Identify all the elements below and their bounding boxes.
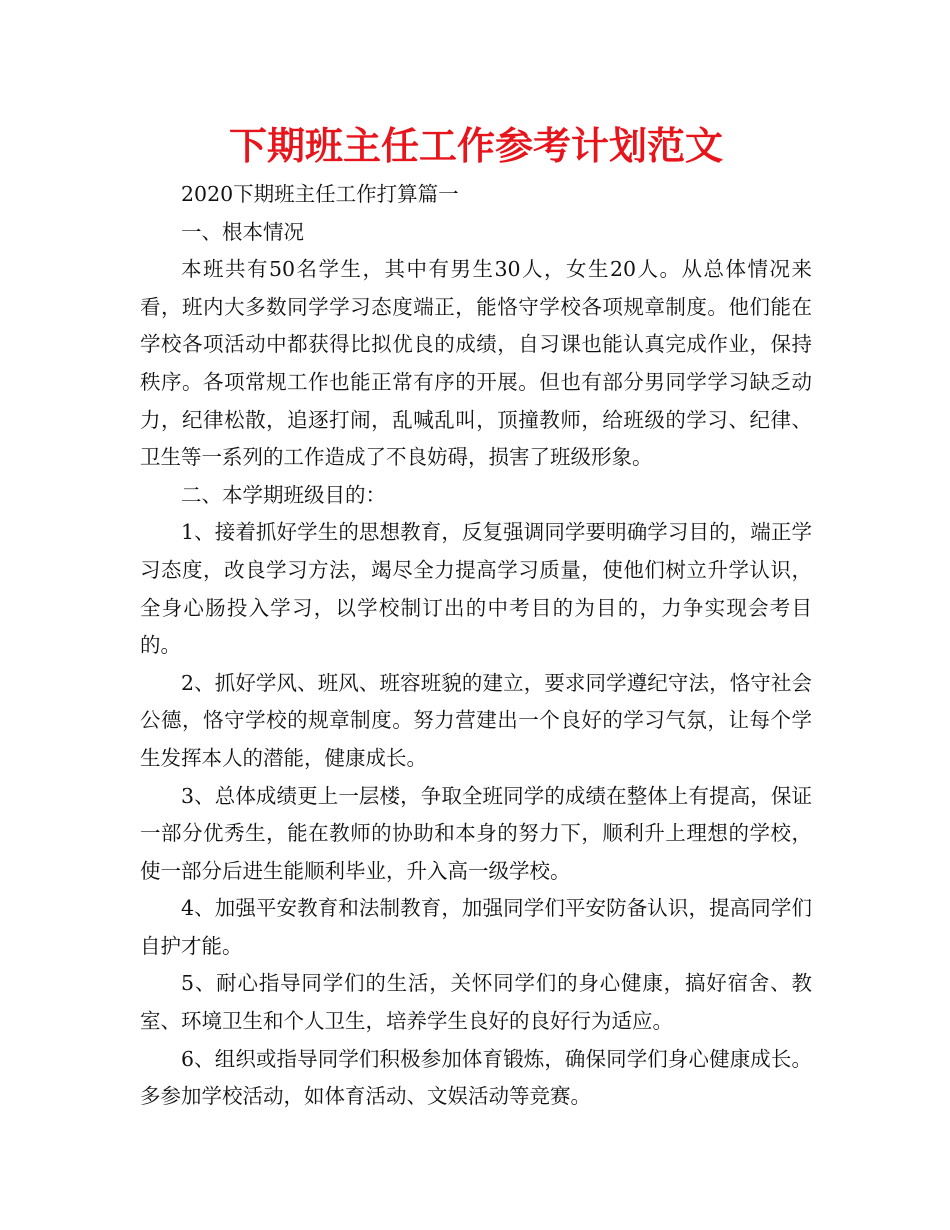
- document-title: 下期班主任工作参考计划范文: [228, 124, 723, 168]
- paragraph-basic-situation: 本班共有50名学生，其中有男生30人，女生20人。从总体情况来看，班内大多数同学学习态度端正，能恪守学校各项规章制度。他们能在学校各项活动中都获得比拟优良的成绩，自习课也能认真完成作业，保持秩序。各项常规工作也能正常有序的开展。但也有部分男同学学习缺乏动力，纪律松散，追逐打闹，乱喊乱叫，顶撞教师，给班级的学习、纪律、卫生等一系列的工作造成了不良妨碍，损害了班级形象。: [140, 257, 812, 470]
- section-subtitle: 2020下期班主任工作打算篇一: [181, 182, 459, 206]
- goal-item-1: 1、接着抓好学生的思想教育，反复强调同学要明确学习目的，端正学习态度，改良学习方法，竭尽全力提高学习质量，使他们树立升学认识，全身心肠投入学习，以学校制订出的中考目的为目的，力争实现会考目的。: [140, 520, 812, 658]
- goal-item-5: 5、耐心指导同学们的生活，关怀同学们的身心健康，搞好宿舍、教室、环境卫生和个人卫生，培养学生良好的良好行为适应。: [140, 971, 812, 1034]
- section-heading-basic: 一、根本情况: [181, 219, 304, 244]
- goal-item-6: 6、组织或指导同学们积极参加体育锻炼，确保同学们身心健康成长。多参加学校活动，如体育活动、文娱活动等竞赛。: [140, 1046, 812, 1109]
- goal-item-4: 4、加强平安教育和法制教育，加强同学们平安防备认识，提高同学们自护才能。: [140, 896, 812, 958]
- goal-item-2: 2、抓好学风、班风、班容班貌的建立，要求同学遵纪守法，恪守社会公德，恪守学校的规章制度。努力营建出一个良好的学习气氛，让每个学生发挥本人的潜能，健康成长。: [140, 670, 812, 770]
- document-body: [140, 176, 812, 1116]
- document-page: [140, 118, 812, 1116]
- section-heading-goals: 二、本学期班级目的：: [181, 482, 386, 507]
- goal-item-3: 3、总体成绩更上一层楼，争取全班同学的成绩在整体上有提高，保证一部分优秀生，能在教师的协助和本身的努力下，顺利升上理想的学校，使一部分后进生能顺利毕业，升入高一级学校。: [140, 783, 812, 883]
